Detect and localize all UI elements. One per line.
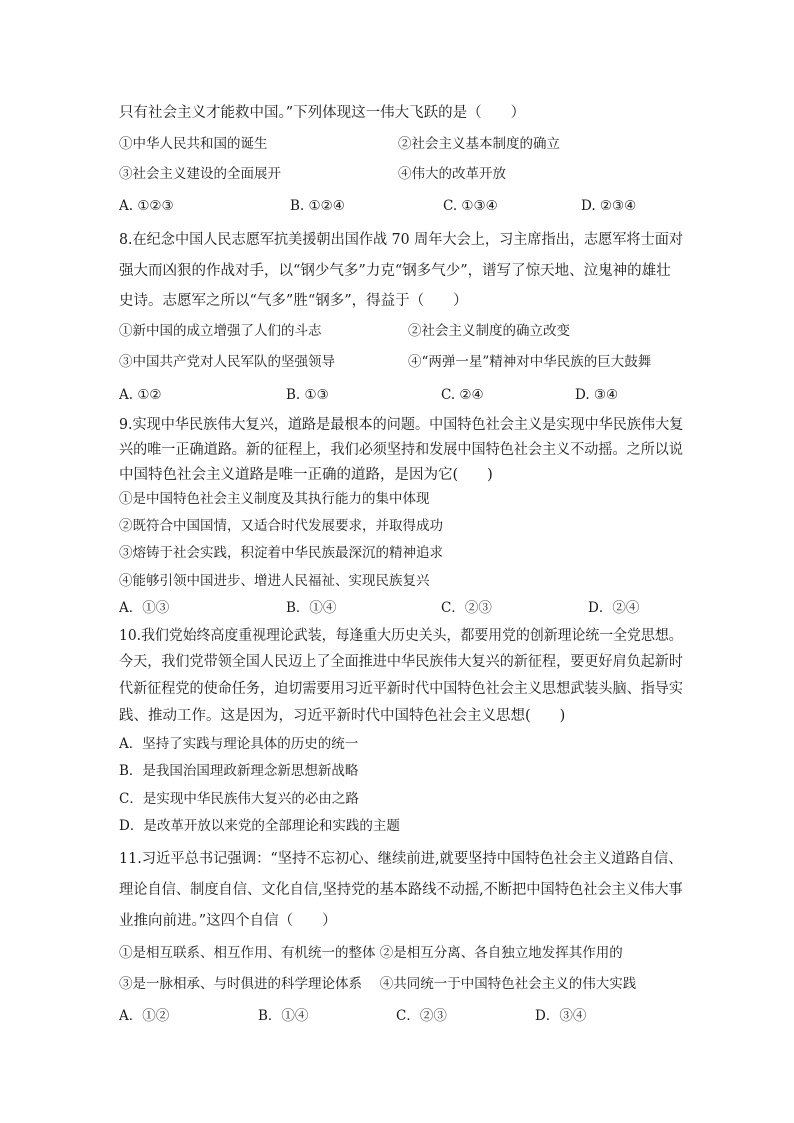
q11-option-a: A．①② (119, 1008, 170, 1024)
q10-option-b: B．是我国治国理政新理念新思想新战略 (119, 763, 359, 779)
q9-statement-2: ②既符合中国国情，又适合时代发展要求，并取得成功 (119, 518, 443, 534)
q11-statement-row-1: ①是相互联系、相互作用、有机统一的整体 ②是相互分离、各自独立地发挥其作用的 (119, 945, 623, 961)
q10-stem-line-2: 今天，我们党带领全国人民迈上了全面推进中华民族伟大复兴的新征程，要更好肩负起新时 (119, 654, 683, 670)
q8-statement-4: ④“两弹一星”精神对中华民族的巨大鼓舞 (408, 354, 652, 370)
q8-statement-3: ③中国共产党对人民军队的坚强领导 (119, 354, 335, 370)
q7-option-b: B. ①②④ (290, 198, 345, 214)
q8-option-d: D. ③④ (575, 387, 619, 403)
q7-option-c: C. ①③④ (443, 198, 498, 214)
q8-stem-line-2: 强大而凶狠的作战对手，以“钢少气多”力克“钢多气少”，谱写了惊天地、泣鬼神的雄壮 (119, 263, 671, 279)
q11-statement-row-2: ③是一脉相承、与时俱进的科学理论体系 ④共同统一于中国特色社会主义的伟大实践 (119, 976, 637, 992)
q8-option-b: B. ①③ (286, 387, 329, 403)
q11-option-d: D．③④ (535, 1008, 587, 1024)
q9-option-d: D．②④ (588, 600, 640, 616)
q9-statement-1: ①是中国特色社会主义制度及其执行能力的集中体现 (119, 491, 430, 507)
q10-stem-line-1: 10.我们党始终高度重视理论武装，每逢重大历史关头，都要用党的创新理论统一全党思想。 (119, 628, 683, 644)
q11-stem-line-1: 11.习近平总书记强调：“坚持不忘初心、继续前进,就要坚持中国特色社会主义道路自信、 (119, 851, 683, 867)
q8-option-c: C. ②④ (441, 387, 484, 403)
q8-statement-1: ①新中国的成立增强了人们的斗志 (119, 323, 322, 339)
q9-stem-line-2: 兴的唯一正确道路。新的征程上，我们必须坚持和发展中国特色社会主义不动摇。之所以说 (119, 442, 683, 458)
q7-statement-2: ②社会主义基本制度的确立 (398, 136, 560, 152)
q8-statement-2: ②社会主义制度的确立改变 (408, 323, 570, 339)
q10-stem-line-4: 践、推动工作。这是因为，习近平新时代中国特色社会主义思想( ) (119, 708, 566, 724)
q11-stem-line-2: 理论自信、制度自信、文化自信,坚持党的基本路线不动摇,不断把中国特色社会主义伟大事 (119, 882, 683, 898)
q10-option-d: D．是改革开放以来党的全部理论和实践的主题 (119, 818, 400, 834)
q9-option-c: C．②③ (441, 600, 492, 616)
q9-statement-4: ④能够引领中国进步、增进人民福祉、实现民族复兴 (119, 573, 430, 589)
q11-option-b: B．①④ (258, 1008, 309, 1024)
q10-stem-line-3: 代新征程党的使命任务，迫切需要用习近平新时代中国特色社会主义思想武装头脑、指导实 (119, 681, 683, 697)
q7-option-a: A. ①②③ (119, 198, 174, 214)
q7-statement-1: ①中华人民共和国的诞生 (119, 136, 268, 152)
q8-option-a: A. ①② (119, 387, 162, 403)
q10-option-c: C．是实现中华民族伟大复兴的必由之路 (119, 791, 359, 807)
q7-statement-4: ④伟大的改革开放 (398, 166, 506, 182)
q9-statement-3: ③熔铸于社会实践，积淀着中华民族最深沉的精神追求 (119, 545, 443, 561)
q7-statement-3: ③社会主义建设的全面展开 (119, 166, 281, 182)
q9-option-a: A．①③ (119, 600, 170, 616)
q7-option-d: D. ②③④ (581, 198, 637, 214)
q8-stem-line-1: 8.在纪念中国人民志愿军抗美援朝出国作战 70 周年大会上，习主席指出，志愿军将士面对 (119, 232, 684, 248)
q11-stem-line-3: 业推向前进。”这四个自信（ ） (119, 913, 337, 929)
q9-stem-line-1: 9.实现中华民族伟大复兴，道路是最根本的问题。中国特色社会主义是实现中华民族伟大复 (119, 417, 684, 433)
q10-option-a: A．坚持了实践与理论具体的历史的统一 (119, 736, 359, 752)
q11-option-c: C．②③ (396, 1008, 447, 1024)
q9-option-b: B．①④ (286, 600, 337, 616)
q9-stem-line-3: 中国特色社会主义道路是唯一正确的道路，是因为它( ) (119, 467, 493, 483)
q7-stem-tail: 只有社会主义才能救中国。”下列体现这一伟大飞跃的是（ ） (119, 105, 526, 121)
q8-stem-line-3: 史诗。志愿军之所以“气多”胜“钢多”，得益于（ ） (119, 293, 468, 309)
